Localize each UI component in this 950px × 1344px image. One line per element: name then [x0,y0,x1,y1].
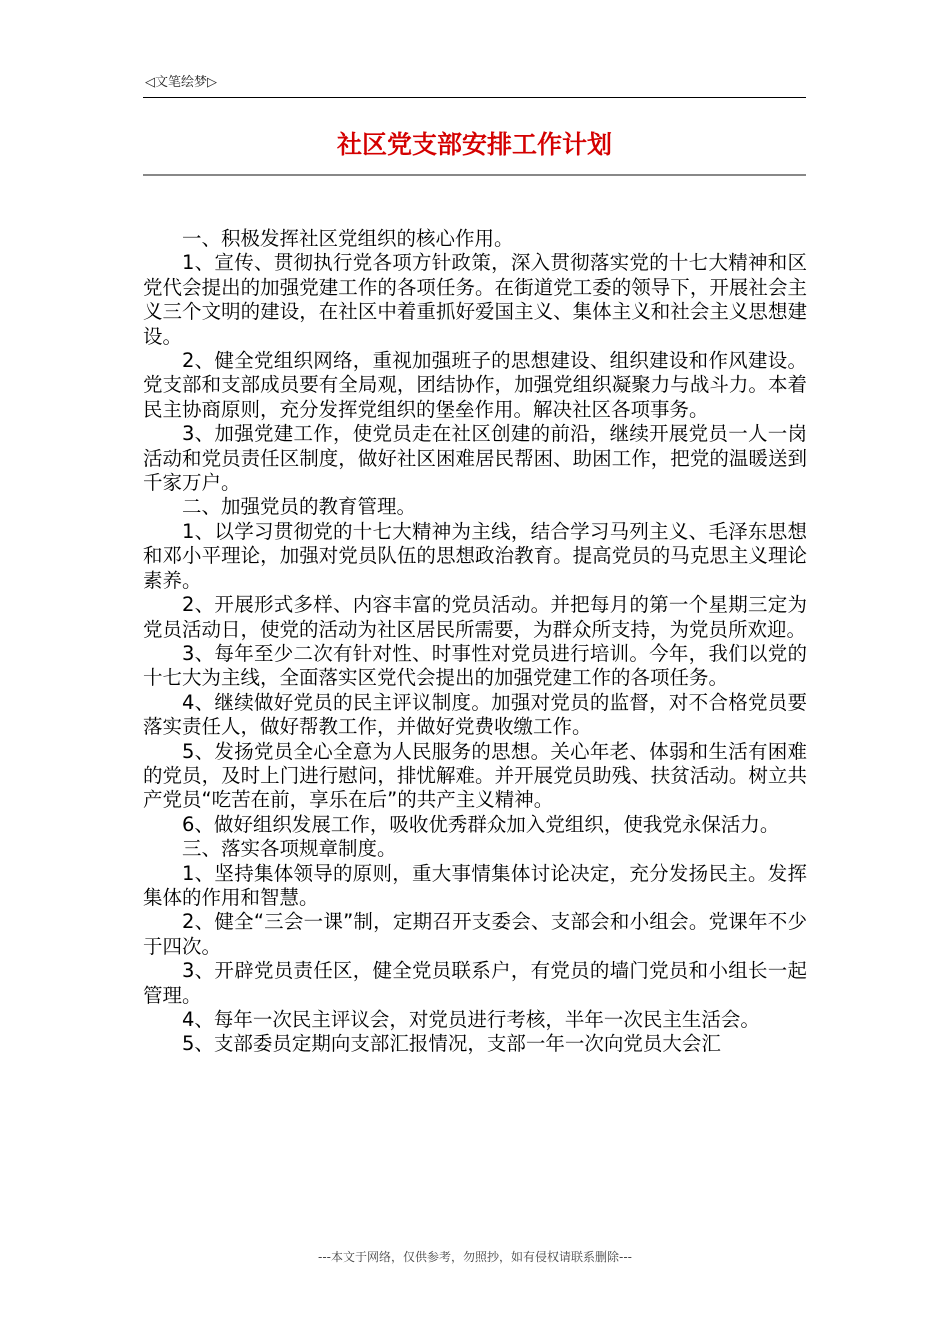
document-body [143,227,807,1057]
paragraph: 2、开展形式多样、内容丰富的党员活动。并把每月的第一个星期三定为党员活动日，使党的活动为社区居民所需要，为群众所支持，为党员所欢迎。 [143,593,807,641]
section-heading-2: 二、加强党员的教育管理。 [182,495,417,519]
section-heading-3: 三、落实各项规章制度。 [182,837,397,861]
section-heading-1: 一、积极发挥社区党组织的核心作用。 [182,227,514,250]
paragraph: 3、加强党建工作，使党员走在社区创建的前沿，继续开展党员一人一岗活动和党员责任区制度，做好社区困难居民帮困、助困工作，把党的温暖送到千家万户。 [143,422,807,495]
paragraph: 4、继续做好党员的民主评议制度。加强对党员的监督，对不合格党员要落实责任人，做好帮教工作，并做好党费收缴工作。 [143,690,807,739]
paragraph: 5、支部委员定期向支部汇报情况，支部一年一次向党员大会汇 [182,1032,721,1056]
paragraph: 3、开辟党员责任区，健全党员联系户，有党员的墙门党员和小组长一起管理。 [143,959,807,1007]
footer-disclaimer: ---本文于网络，仅供参考，勿照抄，如有侵权请联系删除--- [318,1250,632,1264]
paragraph: 5、发扬党员全心全意为人民服务的思想。关心年老、体弱和生活有困难的党员，及时上门进行慰问，排忧解难。并开展党员助残、扶贫活动。树立共产党员“吃苦在前，享乐在后”的共产主义精神。 [143,739,807,812]
header-brand: ◁文笔绘梦▷ [145,75,217,90]
paragraph: 1、宣传、贯彻执行党各项方针政策，深入贯彻落实党的十七大精神和区党代会提出的加强党建工作的各项任务。在街道党工委的领导下，开展社会主义三个文明的建设，在社区中着重抓好爱国主义、集体主义和社会主义思想建设。 [143,251,807,348]
header-divider [143,97,806,98]
paragraph: 2、健全党组织网络，重视加强班子的思想建设、组织建设和作风建设。党支部和支部成员要有全局观，团结协作，加强党组织凝聚力与战斗力。本着民主协商原则，充分发挥党组织的堡垒作用。解决社区各项事务。 [143,349,807,421]
paragraph: 2、健全“三会一课”制，定期召开支委会、支部会和小组会。党课年不少于四次。 [143,910,807,958]
paragraph: 1、以学习贯彻党的十七大精神为主线，结合学习马列主义、毛泽东思想和邓小平理论，加强对党员队伍的思想政治教育。提高党员的马克思主义理论素养。 [143,519,807,592]
paragraph: 4、每年一次民主评议会，对党员进行考核，半年一次民主生活会。 [182,1008,760,1031]
paragraph: 3、每年至少二次有针对性、时事性对党员进行培训。今年，我们以党的十七大为主线，全面落实区党代会提出的加强党建工作的各项任务。 [143,641,807,690]
paragraph: 1、坚持集体领导的原则，重大事情集体讨论决定，充分发扬民主。发挥集体的作用和智慧。 [143,861,807,909]
paragraph: 6、做好组织发展工作，吸收优秀群众加入党组织，使我党永保活力。 [182,812,780,836]
title-divider [143,174,806,176]
document-title: 社区党支部安排工作计划 [336,130,612,159]
